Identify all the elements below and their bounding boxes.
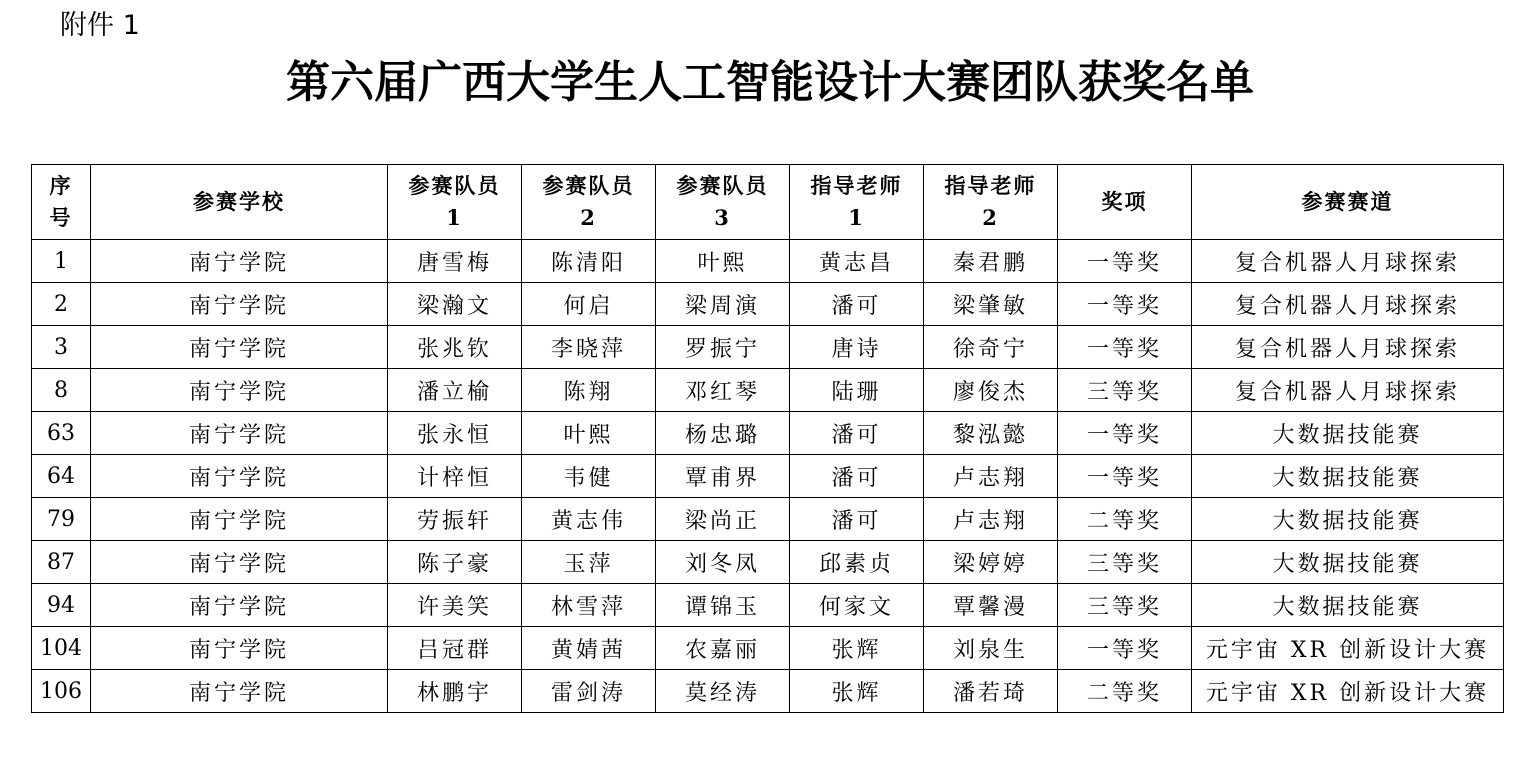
cell-school: 南宁学院 — [91, 584, 388, 627]
cell-award: 三等奖 — [1058, 584, 1192, 627]
cell-advisor-2: 卢志翔 — [924, 455, 1058, 498]
table-row — [32, 541, 1504, 584]
cell-member-3: 邓红琴 — [656, 369, 790, 412]
header-member-3-line: 3 — [714, 205, 731, 230]
cell-member-2: 叶熙 — [522, 412, 656, 455]
table-row — [32, 369, 1504, 412]
header-advisor-1 — [790, 165, 924, 240]
cell-advisor-2: 黎泓懿 — [924, 412, 1058, 455]
cell-school: 南宁学院 — [91, 326, 388, 369]
cell-serial-number: 87 — [32, 541, 91, 584]
header-serial-number — [32, 165, 91, 240]
cell-award: 一等奖 — [1058, 412, 1192, 455]
cell-track: 复合机器人月球探索 — [1192, 283, 1504, 326]
header-award-line: 奖项 — [1101, 189, 1148, 214]
cell-member-3: 杨忠璐 — [656, 412, 790, 455]
cell-track: 复合机器人月球探索 — [1192, 369, 1504, 412]
cell-advisor-1: 张辉 — [790, 670, 924, 713]
header-track-line: 参赛赛道 — [1301, 189, 1394, 214]
cell-advisor-2: 廖俊杰 — [924, 369, 1058, 412]
table-row — [32, 412, 1504, 455]
cell-member-3: 莫经涛 — [656, 670, 790, 713]
cell-member-1: 陈子豪 — [388, 541, 522, 584]
table-body — [32, 240, 1504, 713]
cell-advisor-2: 梁肇敏 — [924, 283, 1058, 326]
cell-advisor-2: 秦君鹏 — [924, 240, 1058, 283]
header-member-3 — [656, 165, 790, 240]
header-advisor-1-line: 指导老师 — [810, 173, 903, 198]
cell-serial-number: 63 — [32, 412, 91, 455]
cell-member-1: 唐雪梅 — [388, 240, 522, 283]
cell-member-3: 梁周演 — [656, 283, 790, 326]
cell-award: 一等奖 — [1058, 240, 1192, 283]
cell-advisor-1: 邱素贞 — [790, 541, 924, 584]
cell-school: 南宁学院 — [91, 369, 388, 412]
cell-school: 南宁学院 — [91, 498, 388, 541]
header-serial-number-line: 序 — [49, 173, 73, 198]
table-row — [32, 498, 1504, 541]
cell-member-1: 潘立榆 — [388, 369, 522, 412]
cell-member-1: 张兆钦 — [388, 326, 522, 369]
cell-serial-number: 8 — [32, 369, 91, 412]
cell-award: 一等奖 — [1058, 627, 1192, 670]
cell-advisor-1: 黄志昌 — [790, 240, 924, 283]
header-member-1-line: 1 — [446, 205, 463, 230]
cell-member-2: 黄婧茜 — [522, 627, 656, 670]
cell-track: 复合机器人月球探索 — [1192, 326, 1504, 369]
cell-serial-number: 64 — [32, 455, 91, 498]
cell-member-2: 黄志伟 — [522, 498, 656, 541]
header-school — [91, 165, 388, 240]
table-row — [32, 326, 1504, 369]
cell-serial-number: 3 — [32, 326, 91, 369]
cell-track: 复合机器人月球探索 — [1192, 240, 1504, 283]
cell-award: 二等奖 — [1058, 670, 1192, 713]
table-row — [32, 455, 1504, 498]
cell-serial-number: 79 — [32, 498, 91, 541]
cell-advisor-1: 潘可 — [790, 455, 924, 498]
cell-award: 二等奖 — [1058, 498, 1192, 541]
table-row — [32, 627, 1504, 670]
document-title: 第六届广西大学生人工智能设计大赛团队获奖名单 — [286, 57, 1254, 108]
cell-advisor-1: 何家文 — [790, 584, 924, 627]
header-member-2 — [522, 165, 656, 240]
cell-advisor-1: 张辉 — [790, 627, 924, 670]
cell-school: 南宁学院 — [91, 412, 388, 455]
cell-school: 南宁学院 — [91, 541, 388, 584]
cell-advisor-2: 刘泉生 — [924, 627, 1058, 670]
cell-serial-number: 104 — [32, 627, 91, 670]
cell-member-2: 韦健 — [522, 455, 656, 498]
cell-member-3: 叶熙 — [656, 240, 790, 283]
cell-member-2: 陈翔 — [522, 369, 656, 412]
awards-table — [31, 164, 1504, 713]
header-track — [1192, 165, 1504, 240]
cell-serial-number: 106 — [32, 670, 91, 713]
cell-school: 南宁学院 — [91, 240, 388, 283]
cell-member-2: 陈清阳 — [522, 240, 656, 283]
cell-award: 一等奖 — [1058, 283, 1192, 326]
cell-member-2: 林雪萍 — [522, 584, 656, 627]
cell-member-3: 覃甫界 — [656, 455, 790, 498]
attachment-label: 附件 1 — [60, 10, 140, 41]
cell-track: 大数据技能赛 — [1192, 455, 1504, 498]
cell-advisor-2: 潘若琦 — [924, 670, 1058, 713]
cell-member-3: 农嘉丽 — [656, 627, 790, 670]
cell-track: 大数据技能赛 — [1192, 541, 1504, 584]
table-header-row — [32, 165, 1504, 240]
cell-serial-number: 1 — [32, 240, 91, 283]
header-advisor-2-line: 2 — [982, 205, 999, 230]
cell-member-2: 何启 — [522, 283, 656, 326]
cell-advisor-1: 潘可 — [790, 412, 924, 455]
header-member-2-line: 参赛队员 — [542, 173, 635, 198]
cell-advisor-1: 潘可 — [790, 498, 924, 541]
cell-member-3: 刘冬凤 — [656, 541, 790, 584]
cell-school: 南宁学院 — [91, 627, 388, 670]
cell-member-2: 玉萍 — [522, 541, 656, 584]
table-row — [32, 584, 1504, 627]
cell-award: 三等奖 — [1058, 369, 1192, 412]
header-serial-number-line: 号 — [49, 205, 73, 230]
cell-advisor-1: 潘可 — [790, 283, 924, 326]
cell-school: 南宁学院 — [91, 670, 388, 713]
header-advisor-1-line: 1 — [848, 205, 865, 230]
cell-member-1: 林鹏宇 — [388, 670, 522, 713]
table-row — [32, 283, 1504, 326]
cell-award: 一等奖 — [1058, 326, 1192, 369]
table-row — [32, 670, 1504, 713]
header-member-3-line: 参赛队员 — [676, 173, 769, 198]
cell-member-2: 雷剑涛 — [522, 670, 656, 713]
cell-award: 三等奖 — [1058, 541, 1192, 584]
header-member-1-line: 参赛队员 — [408, 173, 501, 198]
header-advisor-2-line: 指导老师 — [944, 173, 1037, 198]
cell-track: 元宇宙 XR 创新设计大赛 — [1192, 627, 1504, 670]
cell-member-1: 梁瀚文 — [388, 283, 522, 326]
cell-member-1: 劳振轩 — [388, 498, 522, 541]
header-member-1 — [388, 165, 522, 240]
cell-award: 一等奖 — [1058, 455, 1192, 498]
cell-member-3: 罗振宁 — [656, 326, 790, 369]
cell-school: 南宁学院 — [91, 455, 388, 498]
cell-member-2: 李晓萍 — [522, 326, 656, 369]
header-award — [1058, 165, 1192, 240]
cell-member-1: 张永恒 — [388, 412, 522, 455]
cell-track: 元宇宙 XR 创新设计大赛 — [1192, 670, 1504, 713]
table-row — [32, 240, 1504, 283]
cell-member-3: 梁尚正 — [656, 498, 790, 541]
cell-track: 大数据技能赛 — [1192, 412, 1504, 455]
cell-advisor-2: 徐奇宁 — [924, 326, 1058, 369]
cell-track: 大数据技能赛 — [1192, 584, 1504, 627]
cell-member-1: 许美笑 — [388, 584, 522, 627]
cell-advisor-2: 梁婷婷 — [924, 541, 1058, 584]
cell-track: 大数据技能赛 — [1192, 498, 1504, 541]
cell-advisor-1: 唐诗 — [790, 326, 924, 369]
cell-serial-number: 2 — [32, 283, 91, 326]
header-advisor-2 — [924, 165, 1058, 240]
cell-member-1: 吕冠群 — [388, 627, 522, 670]
cell-school: 南宁学院 — [91, 283, 388, 326]
cell-member-1: 计梓恒 — [388, 455, 522, 498]
header-school-line: 参赛学校 — [193, 189, 285, 214]
header-member-2-line: 2 — [580, 205, 597, 230]
cell-advisor-2: 卢志翔 — [924, 498, 1058, 541]
cell-serial-number: 94 — [32, 584, 91, 627]
cell-advisor-1: 陆珊 — [790, 369, 924, 412]
cell-advisor-2: 覃馨漫 — [924, 584, 1058, 627]
cell-member-3: 谭锦玉 — [656, 584, 790, 627]
